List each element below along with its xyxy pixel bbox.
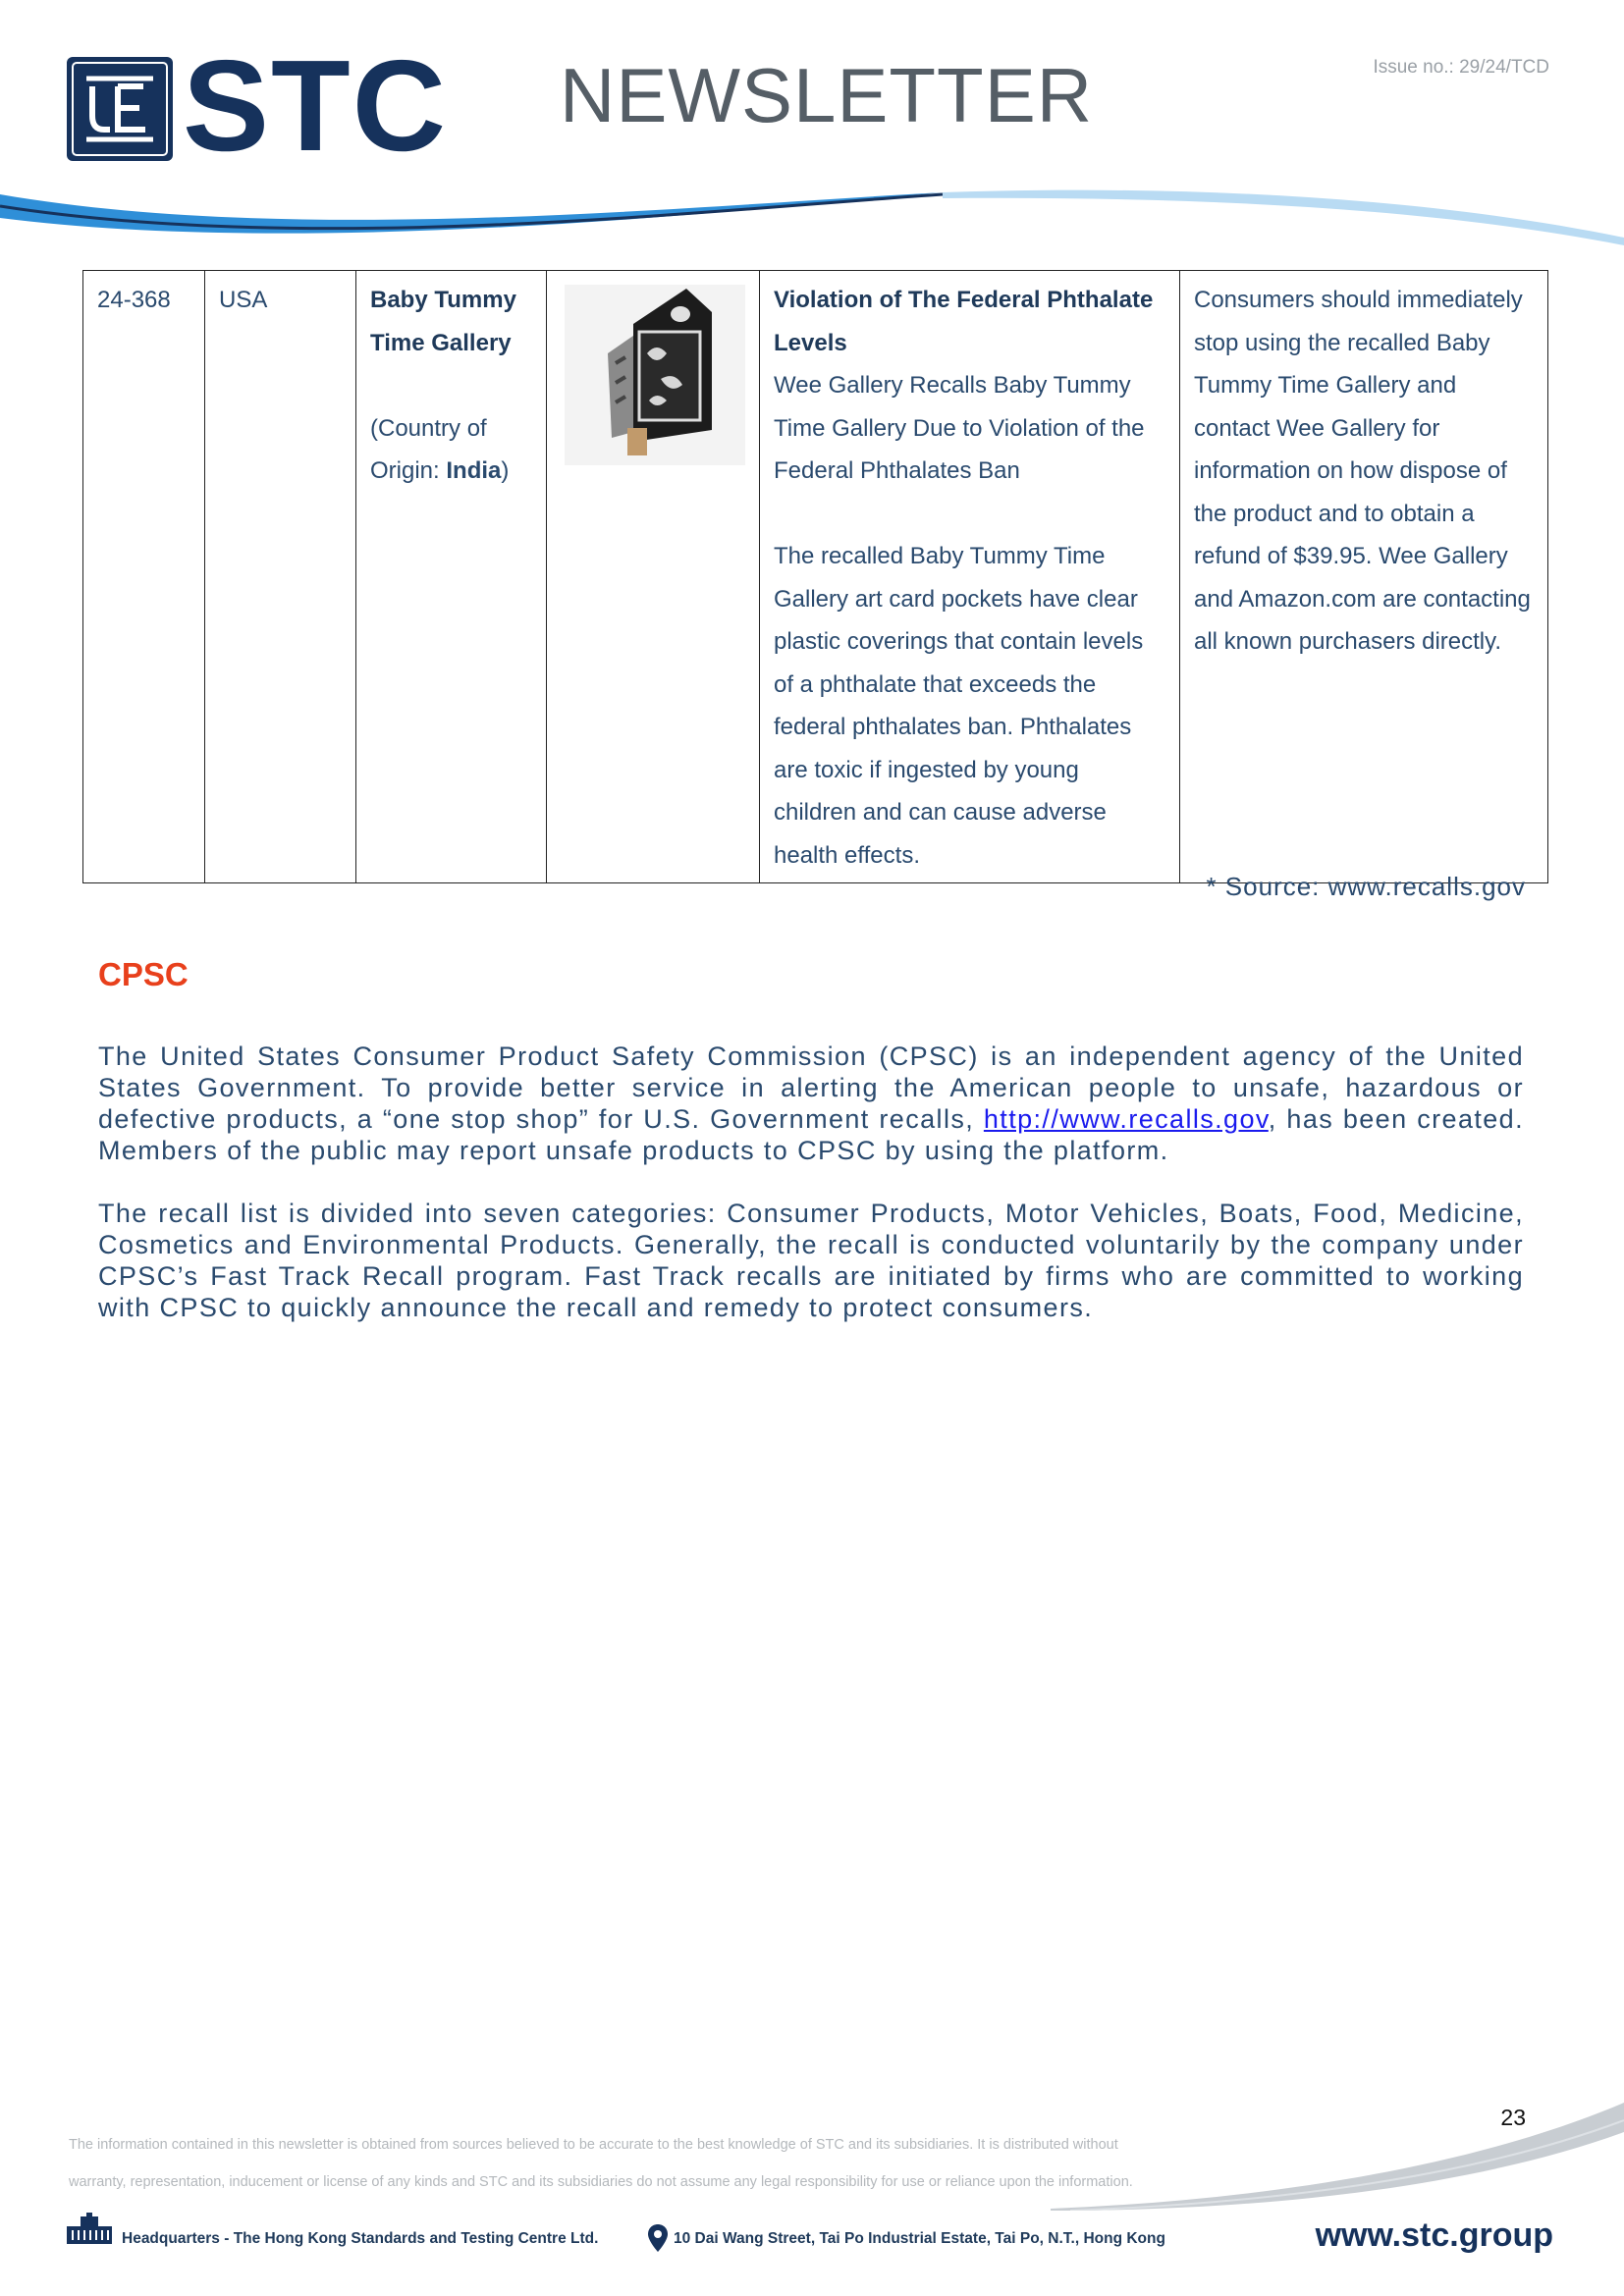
- disclaimer-line-1: The information contained in this newsletter is obtained from sources believed to be accurate to the best knowledge of STC and its subsidiaries. It is distributed without: [69, 2137, 1118, 2153]
- headquarters-text: Headquarters - The Hong Kong Standards and Testing Centre Ltd.: [122, 2230, 599, 2247]
- hazard-title: Violation of The Federal Phthalate Levels: [774, 287, 1154, 356]
- source-note: * Source: www.recalls.gov: [1206, 872, 1526, 901]
- hazard-summary: Wee Gallery Recalls Baby Tummy Time Gallery Due to Violation of the Federal Phthalates Ban: [774, 372, 1145, 484]
- country-cell: [205, 271, 356, 883]
- product-photo-cell: [547, 271, 760, 883]
- product-name: Baby Tummy Time Gallery: [370, 287, 516, 356]
- remedy-cell: [1180, 271, 1548, 883]
- newsletter-title: NEWSLETTER: [560, 52, 1094, 138]
- disclaimer-line-2: warranty, representation, inducement or license of any kinds and STC and its subsidiaries do not assume any legal responsibility for use or reliance upon the information.: [69, 2174, 1133, 2190]
- location-pin-icon: [648, 2224, 668, 2252]
- cpsc-paragraph-1: The United States Consumer Product Safety Commission (CPSC) is an independent agency of the United States Government. To provide better service in alerting the American people to unsafe, hazardous or defective products, a “one stop shop” for U.S. Government recalls, http://www.recalls.gov, has been created. Members of the public may report unsafe products to CPSC by using the platform.: [98, 1041, 1524, 1165]
- remedy-text: Consumers should immediately stop using the recalled Baby Tummy Time Gallery and contact Wee Gallery for information on how dispose of the product and to obtain a refund of $39.95. Wee Gallery and Amazon.com are contacting all known purchasers directly.: [1194, 287, 1531, 655]
- country-of-origin: (Country of Origin: India): [370, 414, 510, 484]
- issue-number: Issue no.: 29/24/TCD: [1373, 57, 1549, 78]
- stc-logo-text: STC: [183, 33, 448, 178]
- header-swoosh-decoration: [0, 177, 1624, 255]
- table-row: [83, 271, 1548, 883]
- country: USA: [219, 287, 268, 313]
- product-cell: [356, 271, 547, 883]
- building-icon: [65, 2213, 114, 2246]
- ref-number-cell: [83, 271, 205, 883]
- hazard-detail: The recalled Baby Tummy Time Gallery art card pockets have clear plastic coverings that contain levels of a phthalate that exceeds the federal phthalates ban. Phthalates are toxic if ingested by young children and can cause adverse health effects.: [774, 543, 1144, 869]
- ref-number: 24-368: [97, 287, 171, 313]
- cpsc-paragraph-2: The recall list is divided into seven categories: Consumer Products, Motor Vehicles, Boats, Food, Medicine, Cosmetics and Environmental Products. Generally, the recall is conducted voluntarily by the company under CPSC’s Fast Track Recall program. Fast Track recalls are initiated by firms who are committed to working with CPSC to quickly announce the recall and remedy to protect consumers.: [98, 1199, 1524, 1322]
- stc-logo-mark-icon: [67, 57, 173, 161]
- recall-table: [82, 270, 1548, 883]
- stc-logo-mark: [67, 57, 173, 161]
- website-link[interactable]: www.stc.group: [1315, 2216, 1553, 2254]
- hazard-cell: [760, 271, 1180, 883]
- disclaimer: [69, 2126, 1296, 2201]
- product-photo: [565, 285, 745, 465]
- cpsc-heading: CPSC: [98, 956, 189, 992]
- stc-logo: [67, 33, 460, 178]
- origin-country: India: [446, 457, 502, 484]
- recalls-gov-link[interactable]: http://www.recalls.gov: [983, 1104, 1269, 1134]
- page-number: 23: [1500, 2105, 1526, 2130]
- address-text: 10 Dai Wang Street, Tai Po Industrial Estate, Tai Po, N.T., Hong Kong: [674, 2230, 1165, 2247]
